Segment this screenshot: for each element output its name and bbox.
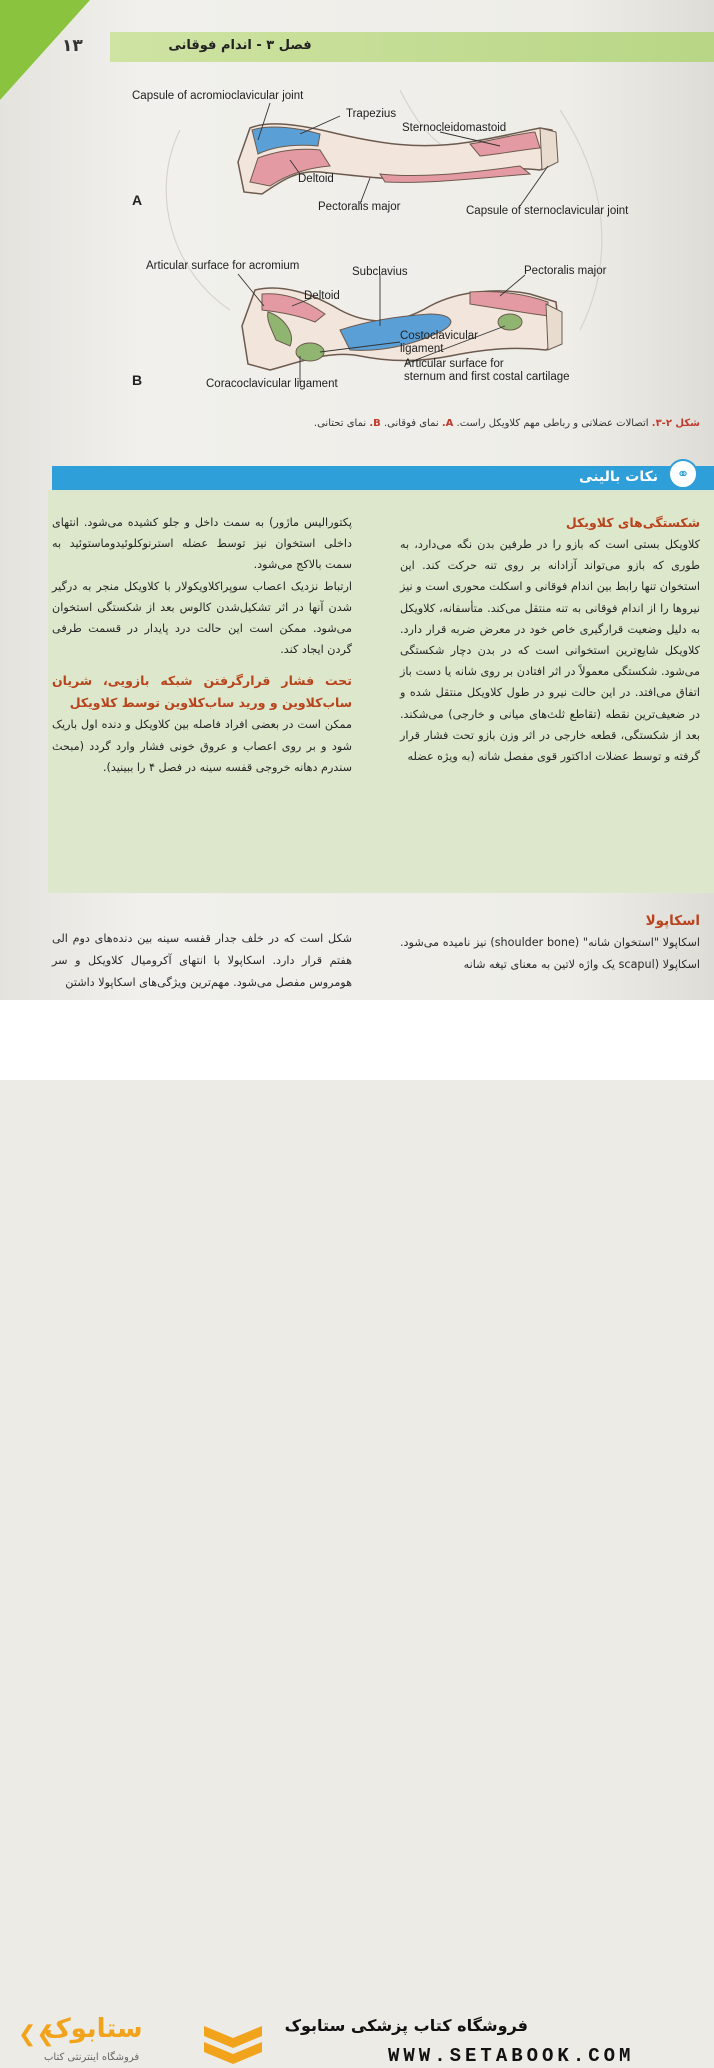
label-capsule-acromioclavicular: Capsule of acromioclavicular joint: [132, 90, 304, 102]
caption-b-text: نمای تحتانی.: [313, 418, 370, 429]
caption-a-text: نمای فوقانی.: [380, 418, 442, 429]
label-capsule-sternoclavicular: Capsule of sternoclavicular joint: [466, 205, 629, 217]
clavicle-illustration: [0, 70, 714, 415]
caption-label: شکل ۲-۳.: [651, 418, 700, 429]
store-url[interactable]: WWW.SETABOOK.COM: [388, 2045, 635, 2067]
label-costoclavicular-ligament: ligament: [400, 343, 444, 355]
chevron-logo-icon: ❮❮: [18, 2022, 55, 2047]
scapula-continued: شکل است که در خلف جدار قفسه سینه بین دنده‌های دوم الی هفتم قرار دارد. اسکاپولا با انتهای آکرومیال کلاویکل و سر هومروس مفصل می‌شود. مهم‌ترین ویژگی‌های اسکاپولا داشتن: [52, 932, 352, 989]
page-number: ۱۳: [62, 36, 83, 56]
clavicle-superior-view: [238, 124, 558, 194]
panel-a-label: A: [132, 192, 143, 208]
label-pectoralis-major-a: Pectoralis major: [318, 201, 401, 213]
label-articular-sternum-cartilage: sternum and first costal cartilage: [404, 371, 570, 383]
caption-a: A.: [441, 418, 454, 429]
panel-b-label: B: [132, 372, 143, 388]
brand-subtitle: فروشگاه اینترنتی کتاب: [44, 2052, 140, 2063]
compression-heading: تحت فشار قرارگرفتن شبکه بازویی، شریان ساب‌کلاوین و ورید ساب‌کلاوین توسط کلاویکل: [52, 673, 352, 711]
book-page: [0, 0, 714, 1000]
clinical-left-para-1: پکتورالیس ماژور) به سمت داخل و جلو کشیده می‌شود. انتهای داخلی استخوان نیز توسط عضله استرنوکلوئیدوماستوئید به سمت بالاکج می‌شود.: [52, 516, 352, 572]
label-deltoid-b: Deltoid: [304, 290, 340, 302]
clavicle-inferior-view: [242, 288, 562, 370]
label-deltoid-a: Deltoid: [298, 173, 334, 185]
scapula-text: اسکاپولا "استخوان شانه" (shoulder bone) نیز نامیده می‌شود. اسکاپولا (scapul یک واژه لاتین به معنای تیغه شانه: [400, 936, 700, 971]
label-articular-sternum: Articular surface for: [404, 358, 504, 370]
stethoscope-icon: ⚭: [668, 459, 698, 489]
clavicle-fracture-text: کلاویکل بستی است که بازو را در طرفین بدن نگه می‌دارد، به طوری که بازو می‌تواند آزادانه بر روی تنه حرکت کند. این استخوان تنها رابط بین اندام فوقانی و اسکلت محوری است و نیز نیروها را از اندام فوقانی به تنه منتقل می‌کند. متأسفانه، کلاویکل به دلیل وضعیت قرارگیری خاص خود در معرض ضربه قرار دارد. کلاویکل شایع‌ترین استخوانی است که در بدن دچار شکستگی می‌شود. شکستگی معمولاً در اثر افتادن بر روی شانه یا دست باز اتفاق می‌افتد. در این حالت نیرو در طول کلاویکل منتقل شده و در ضعیف‌ترین نقطه (تقاطع ثلث‌های میانی و خارجی) می‌شکند. بعد از شکستگی، قطعه خارجی در اثر وزن بازو تحت فشار قرار گرفته و توسط عضلات اداکتور قوی مفصل شانه (به ویژه عضله: [400, 538, 700, 764]
clavicle-figure: [0, 70, 714, 415]
label-articular-acromium: Articular surface for acromium: [146, 260, 300, 272]
book-logo-icon: [200, 2018, 266, 2068]
label-subclavius: Subclavius: [352, 266, 408, 278]
chapter-title: فصل ۳ - اندام فوقانی: [168, 38, 312, 53]
caption-b: B.: [369, 418, 381, 429]
clinical-notes-title: نکات بالینی: [579, 469, 658, 485]
label-costoclavicular: Costoclavicular: [400, 330, 478, 342]
store-footer: [0, 1000, 714, 2067]
label-coracoclavicular-ligament: Coracoclavicular ligament: [206, 378, 338, 390]
label-pectoralis-major-b: Pectoralis major: [524, 265, 607, 277]
figure-caption: [20, 418, 700, 429]
scapula-heading: اسکاپولا: [645, 913, 700, 929]
clinical-right-column: [400, 512, 700, 767]
clinical-left-para-3: ممکن است در بعضی افراد فاصله بین کلاویکل و دنده اول باریک شود و بر روی اعصاب و عروق خونی فشار وارد گردد (مبحث سندرم دهانه خروجی قفسه سینه در فصل ۴ را ببینید).: [52, 718, 352, 774]
label-sternocleidomastoid: Sternocleidomastoid: [402, 122, 507, 134]
caption-text: اتصالات عضلانی و رباطی مهم کلاویکل راست.: [453, 418, 652, 429]
scapula-section: [400, 910, 700, 976]
clinical-left-column: [52, 512, 352, 778]
store-name: فروشگاه کتاب پزشکی ستابوک: [284, 2016, 528, 2035]
clavicle-fracture-heading: شکستگی‌های کلاویکل: [565, 515, 700, 530]
brand-name: ستابوک: [44, 2014, 143, 2044]
label-trapezius: Trapezius: [346, 108, 397, 120]
clinical-left-para-2: ارتباط نزدیک اعصاب سوپراکلاویکولار با کلاویکل منجر به درگیر شدن آنها در اثر تشکیل‌شدن کالوس بعد از شکستگی استخوان می‌شود. ممکن است این حالت درد پایدار در قسمت طرفی گردن ایجاد کند.: [52, 579, 352, 657]
